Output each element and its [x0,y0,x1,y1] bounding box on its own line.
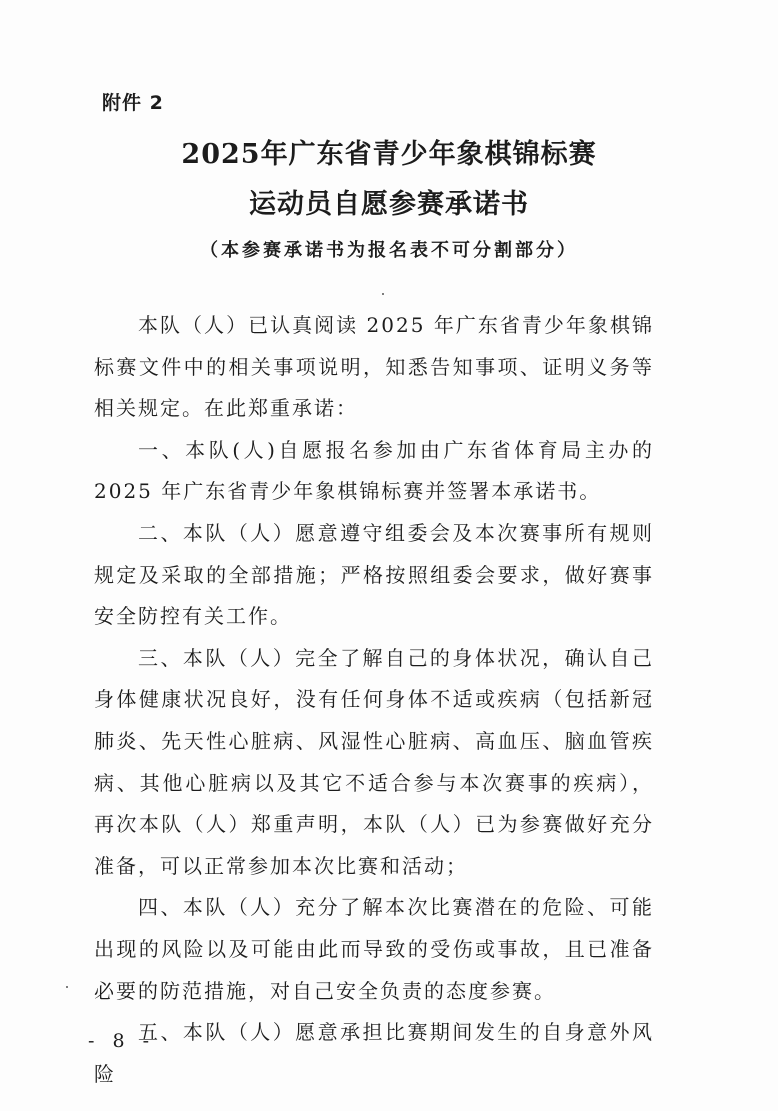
paragraph-clause-2: 二、本队（人）愿意遵守组委会及本次赛事所有规则规定及采取的全部措施；严格按照组委会要求，做好赛事安全防控有关工作。 [94,520,654,629]
document-body [94,305,654,1095]
attachment-label: 附件 2 [102,92,164,114]
paragraph-clause-4: 四、本队（人）充分了解本次比赛潜在的危险、可能出现的风险以及可能由此而导致的受伤或事故，且已准备必要的防范措施，对自己安全负责的态度参赛。 [94,895,654,1003]
paragraph-clause-1: 一、本队(人)自愿报名参加由广东省体育局主办的 2025 年广东省青少年象棋锦标赛并签署本承诺书。 [94,437,654,504]
scan-speck [66,986,68,988]
document-title-line1: 2025年广东省青少年象棋锦标赛 [181,139,597,170]
page-number: - 8 - [88,1030,156,1052]
scan-speck [382,293,384,295]
paragraph-clause-3: 三、本队（人）完全了解自己的身体状况，确认自己身体健康状况良好，没有任何身体不适或疾病（包括新冠肺炎、先天性心脏病、风湿性心脏病、高血压、脑血管疾病、其他心脏病以及其它不适合参与本次赛事的疾病），再次本队（人）郑重声明，本队（人）已为参赛做好充分准备，可以正常参加本次比赛和活动； [94,645,654,878]
document-title-line2: 运动员自愿参赛承诺书 [249,189,529,220]
document-subtitle: （本参赛承诺书为报名表不可分割部分） [200,240,578,261]
paragraph-clause-5: 五、本队（人）愿意承担比赛期间发生的自身意外风险 [94,1020,654,1086]
paragraph-intro: 本队（人）已认真阅读 2025 年广东省青少年象棋锦标赛文件中的相关事项说明，知悉告知事项、证明义务等相关规定。在此郑重承诺： [94,313,654,421]
